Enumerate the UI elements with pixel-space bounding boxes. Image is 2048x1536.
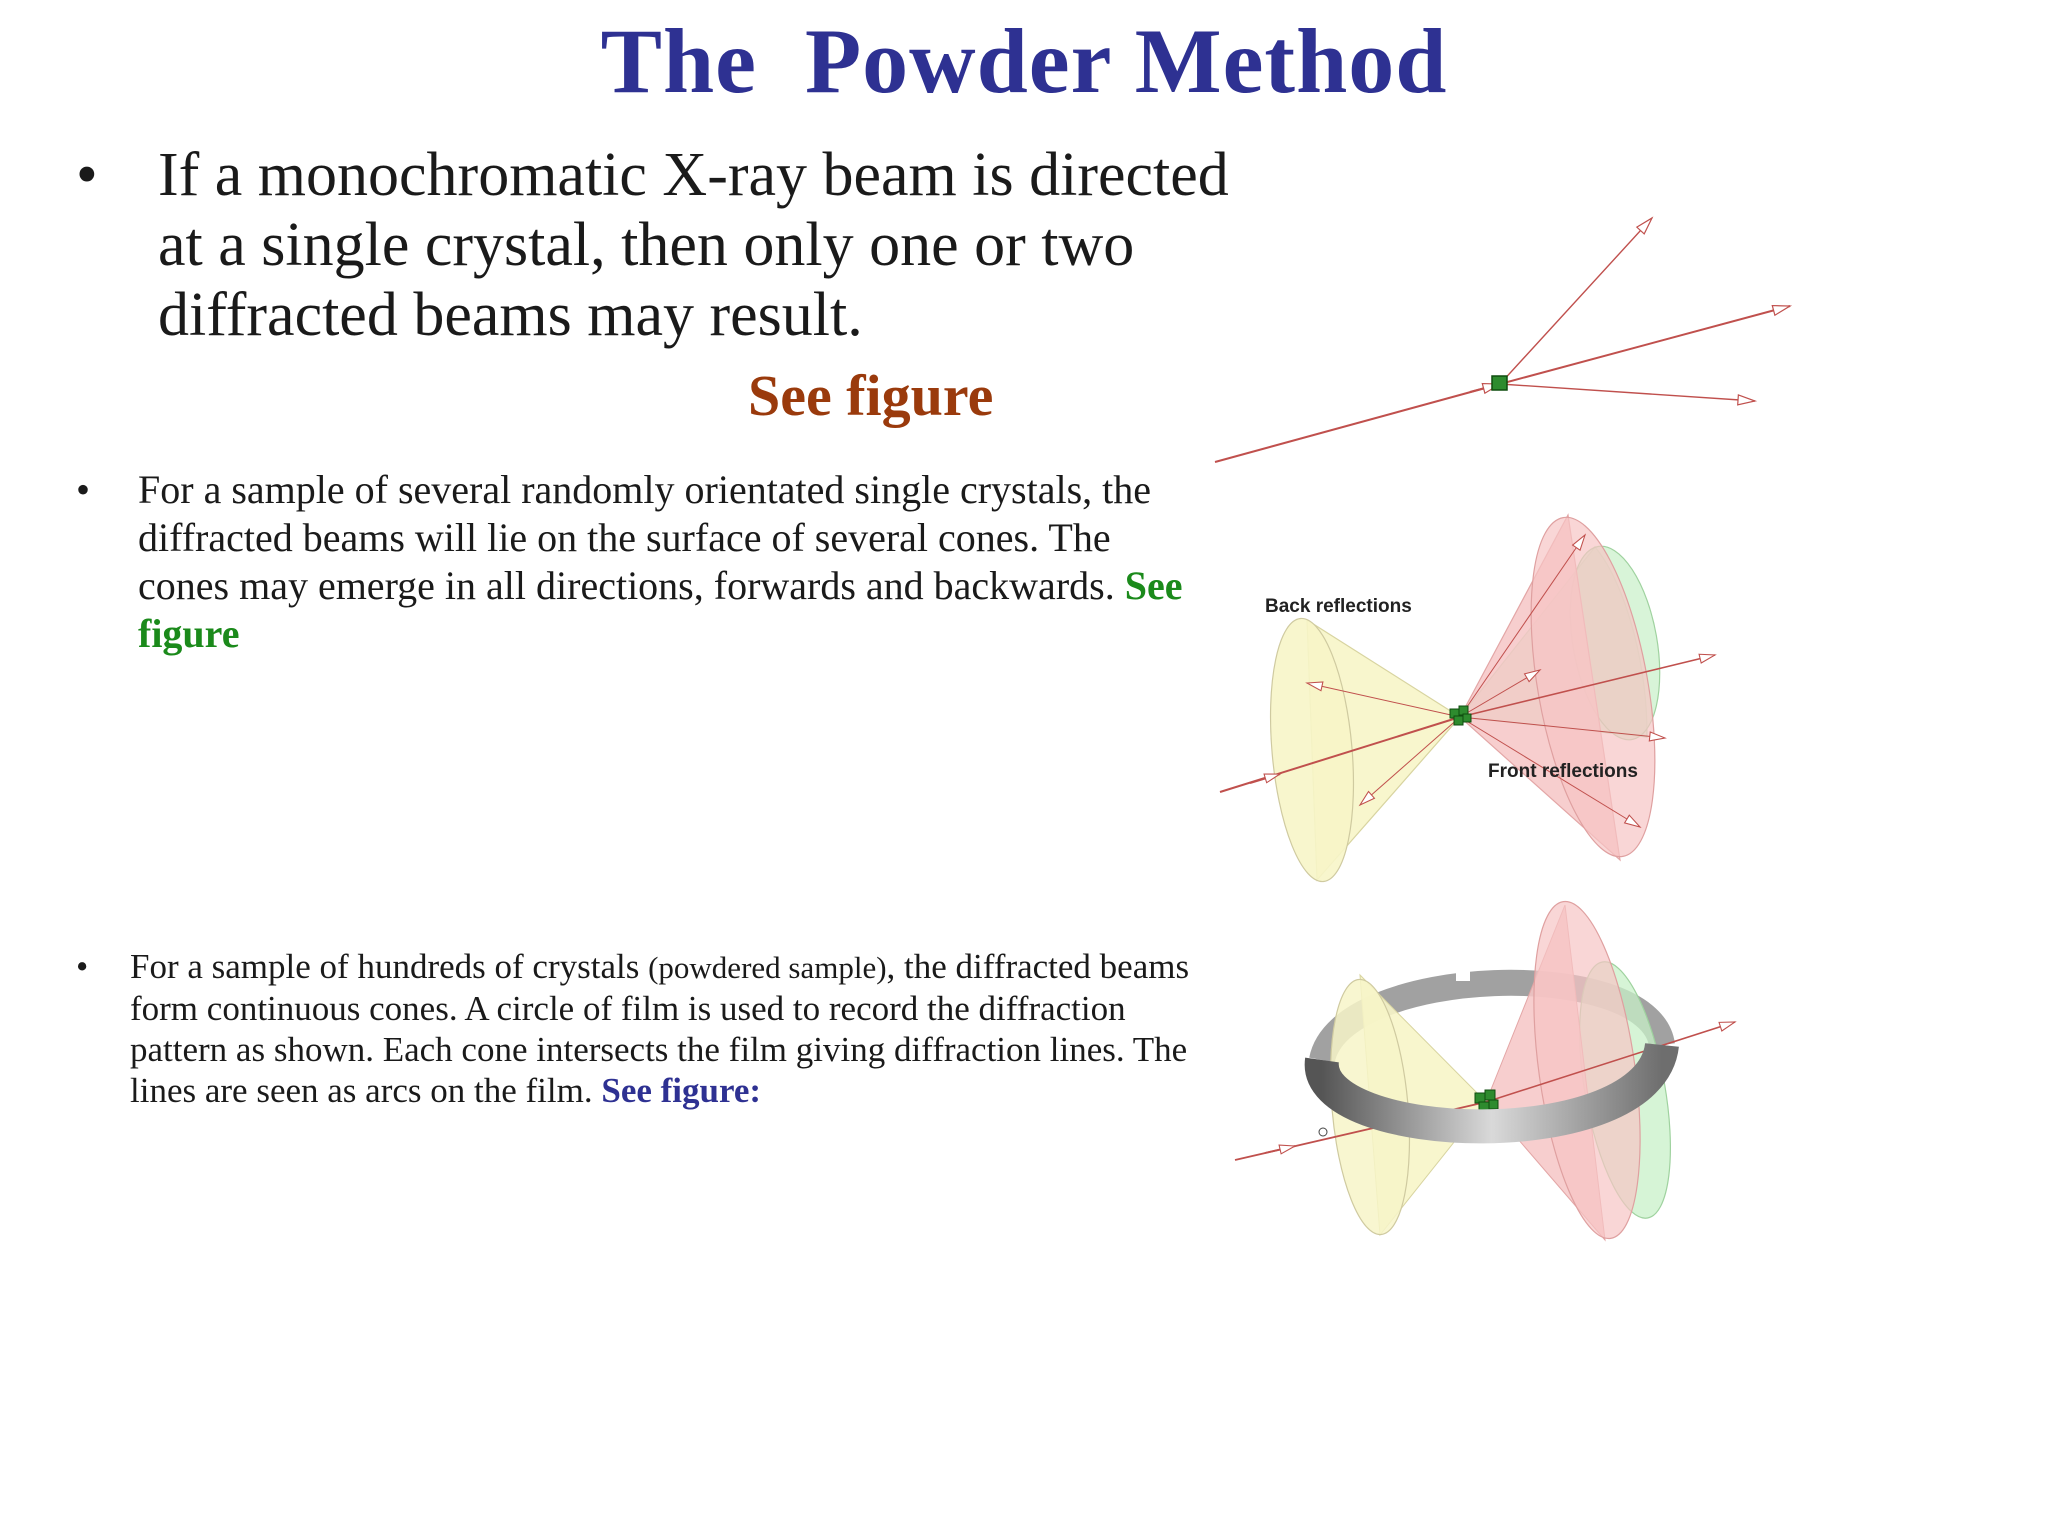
bullet-marker: • [76, 947, 89, 986]
see-figure-link-2[interactable]: See figure [138, 563, 1183, 656]
single-crystal-diffraction-figure [1210, 200, 1810, 480]
diffracted-beam-right [1500, 384, 1755, 401]
beam-entry-hole [1319, 1128, 1327, 1136]
front-reflections-label: Front reflections [1488, 761, 1638, 782]
crystal-icon [1492, 376, 1507, 390]
see-figure-link-3[interactable]: See figure: [601, 1071, 762, 1110]
powder-film-figure [1230, 895, 1750, 1255]
see-figure-link-1[interactable]: See figure [748, 363, 994, 428]
bullet-marker: • [76, 141, 98, 209]
bullet-text: For a sample of several randomly orientated single crystals, the diffracted beams will lie on the surface of several cones. The cones may emerge in all directions, forwards and backwards. [138, 467, 1152, 608]
incident-beam-marker [1265, 1146, 1295, 1153]
diffracted-beam-up [1500, 218, 1652, 384]
bullet-marker: • [76, 467, 91, 512]
back-reflections-label: Back reflections [1265, 596, 1412, 617]
slide-title: The Powder Method [600, 10, 1448, 112]
bullet-text: If a monochromatic X-ray beam is directed at a single crystal, then only one or two diffracted beams may result. [158, 141, 1229, 349]
film-gap [1456, 945, 1470, 981]
transmitted-beam [1500, 306, 1790, 384]
diffraction-cones-figure [1210, 505, 1750, 895]
bullet-text-end: , the diffracted beams form continuous cones. A circle of film is used to record the diffraction pattern as shown. Each cone intersects the film giving diffraction lines. The lines are seen as arcs on the film. [130, 947, 1190, 1110]
incident-beam [1215, 384, 1500, 462]
bullet-text-parenthetical: (powdered sample) [648, 950, 887, 985]
bullet-text-start: For a sample of hundreds of crystals [130, 947, 640, 986]
